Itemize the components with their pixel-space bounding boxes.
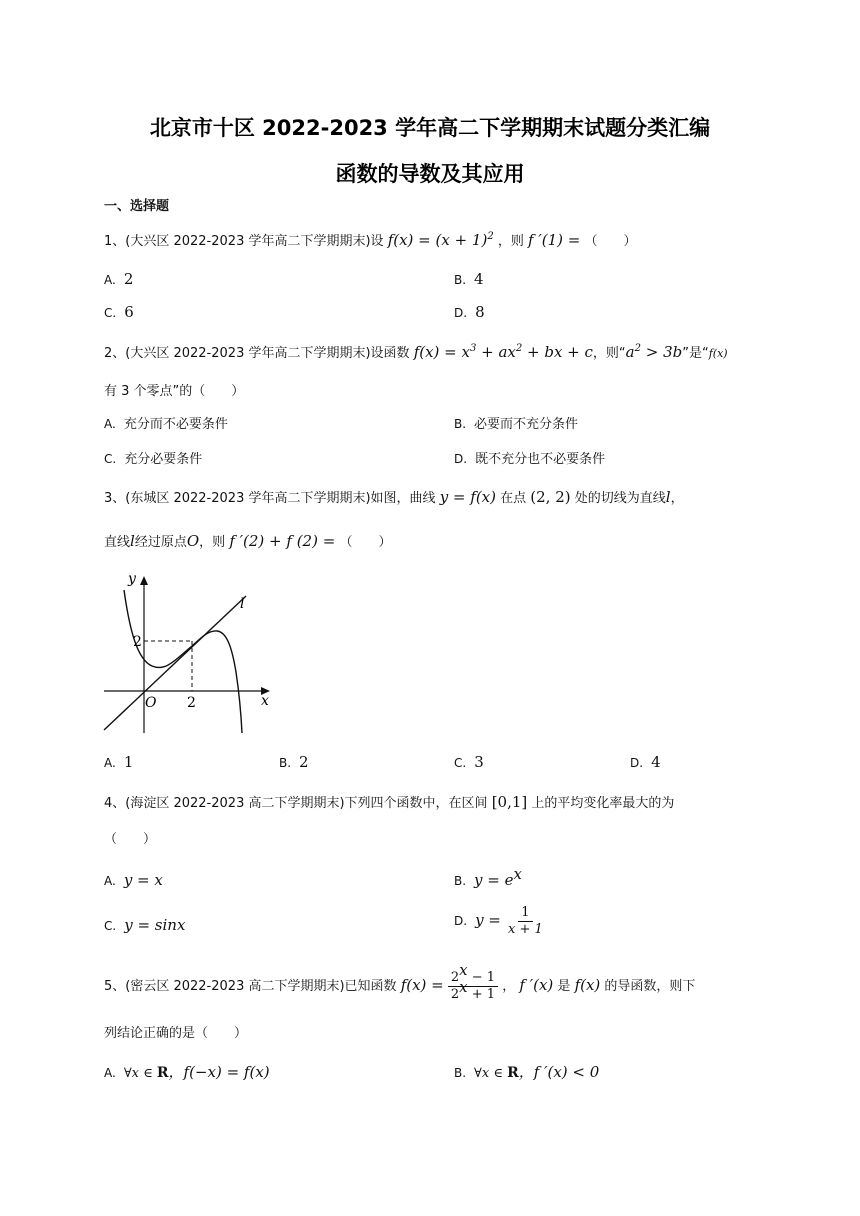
q2-option-a[interactable]: A. 充分而不必要条件 <box>104 417 228 432</box>
x-tick-label: 2 <box>187 695 196 711</box>
q1-option-d[interactable]: D. 8 <box>454 303 485 321</box>
section-heading: 一、选择题 <box>104 199 170 214</box>
question-1-ask: f ′(1) = <box>528 231 581 249</box>
document-title: 北京市十区 2022-2023 学年高二下学期期末试题分类汇编 <box>149 116 711 140</box>
question-3-mid: 在点 <box>500 491 527 506</box>
question-3-line-l: l <box>665 488 671 506</box>
question-1-prefix: 1、(大兴区 2022-2023 学年高二下学期期末)设 <box>104 234 384 249</box>
question-5-function: f(x) = <box>400 976 444 994</box>
question-3-curve: y = f(x) <box>439 488 496 506</box>
q2-option-c[interactable]: C. 充分必要条件 <box>104 452 203 467</box>
y-axis-label: y <box>128 571 136 587</box>
question-4-line2: （ ） <box>104 832 157 847</box>
curve <box>124 590 245 733</box>
question-1-function: $f(x) = (x + 1)^2$ <box>387 231 494 249</box>
q5-option-a[interactable]: A. ∀x ∈ R，f(−x) = f(x) <box>104 1063 270 1081</box>
q1-option-a[interactable]: A. 2 <box>104 270 134 288</box>
question-5-line2: 列结论正确的是（ ） <box>104 1026 248 1041</box>
question-5-prefix: 5、(密云区 2022-2023 高二下学期期末)已知函数 <box>104 979 397 994</box>
q1-option-b[interactable]: B. 4 <box>454 270 484 288</box>
question-3-prefix: 3、(东城区 2022-2023 学年高二下学期期末)如图，曲线 <box>104 491 436 506</box>
question-1-blank: （ ） <box>584 234 637 249</box>
origin-label: O <box>145 695 157 711</box>
q3-option-c[interactable]: C. 3 <box>454 753 484 771</box>
q3-figure <box>96 568 286 738</box>
q4-option-d-fraction: $\frac{1}{x + 1}$ <box>508 905 543 937</box>
question-3-point: (2, 2) <box>530 488 571 506</box>
q2-option-d[interactable]: D. 既不充分也不必要条件 <box>454 452 606 467</box>
question-1 <box>104 230 636 252</box>
q3-option-a[interactable]: A. 1 <box>104 753 134 771</box>
question-4 <box>104 792 674 814</box>
question-3-mid2: 处的切线为直线 <box>574 491 666 506</box>
question-2-line2: 有 3 个零点”的（ ） <box>104 384 245 399</box>
question-4-prefix: 4、(海淀区 2022-2023 高二下学期期末)下列四个函数中，在区间 <box>104 796 488 811</box>
question-3-line2: 直线l经过原点O，则 f ′(2) + f (2) = （ ） <box>104 532 392 550</box>
q3-option-b[interactable]: B. 2 <box>279 753 309 771</box>
q1-option-c[interactable]: C. 6 <box>104 303 134 321</box>
question-3-end: ， <box>670 491 684 506</box>
question-4-suffix: 上的平均变化率最大的为 <box>531 796 675 811</box>
question-5-derivative: f ′(x) <box>519 976 554 994</box>
question-1-mid: ，则 <box>497 234 524 249</box>
x-axis-label: x <box>261 693 269 709</box>
q3-option-d[interactable]: D. 4 <box>630 753 661 771</box>
tangent-line <box>104 596 246 730</box>
q4-option-b[interactable]: B. $y = e^x$ <box>454 865 522 889</box>
q2-option-b[interactable]: B. 必要而不充分条件 <box>454 417 579 432</box>
question-2-condition: $a^2 > 3b$ <box>625 343 683 361</box>
question-3-ask: f ′(2) + f (2) = <box>229 532 336 550</box>
question-3-blank: （ ） <box>339 535 392 550</box>
question-5-fraction: $\frac{2^x - 1}{2^x + 1}$ <box>448 970 498 1003</box>
question-2-mid: ，则“ <box>592 346 626 361</box>
y-axis-arrow <box>140 576 148 585</box>
question-2-mid2: ”是“ <box>682 346 709 361</box>
question-2-prefix: 2、(大兴区 2022-2023 学年高二下学期期末)设函数 <box>104 346 410 361</box>
q4-option-c[interactable]: C. y = sinx <box>104 916 186 934</box>
question-5: 5、(密云区 2022-2023 高二下学期期末)已知函数 f(x) = $\frac{2^x - 1}{2^x + 1}$ ， f ′(x) 是 f(x) 的导函数，则下 <box>104 961 696 1002</box>
question-2-function: $f(x) = x^3 + ax^2$ + bx + c <box>413 343 593 361</box>
question-2-fx: f(x) <box>708 347 728 360</box>
line-l-label: l <box>240 596 245 612</box>
y-tick-label: 2 <box>133 634 142 650</box>
question-3 <box>104 487 684 509</box>
q5-option-b[interactable]: B. ∀x ∈ R，f ′(x) < 0 <box>454 1063 600 1081</box>
q4-option-a[interactable]: A. y = x <box>104 871 163 889</box>
question-2 <box>104 342 728 364</box>
question-4-interval: [0,1] <box>491 793 528 811</box>
q4-option-d[interactable]: D. y = $\frac{1}{x + 1}$ <box>454 905 546 938</box>
document-subtitle: 函数的导数及其应用 <box>335 162 525 186</box>
